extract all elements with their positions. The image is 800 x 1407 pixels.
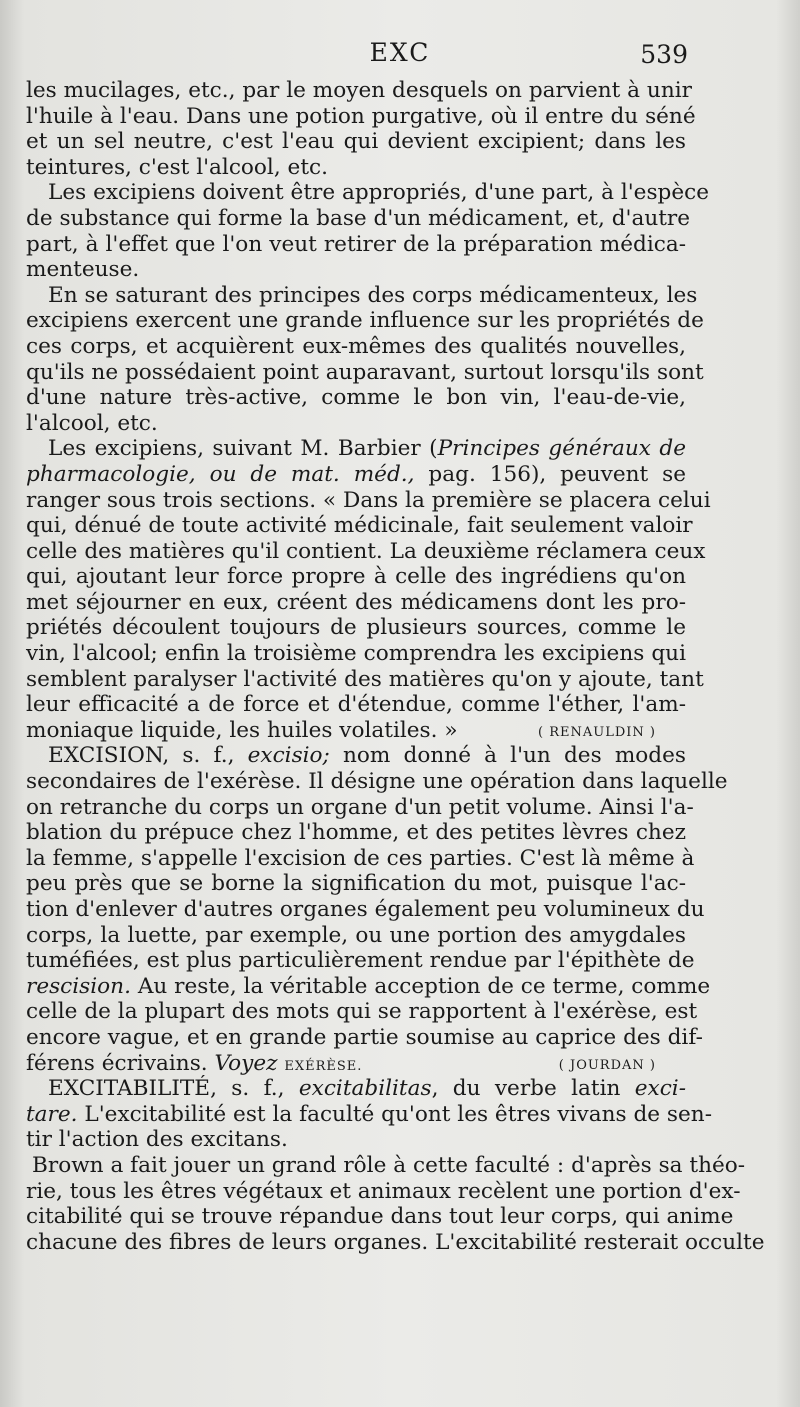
paragraph (26, 1152, 765, 1255)
running-head: EXC (369, 38, 431, 67)
text-run: L'excitabilité est la faculté qu'ont les êtres vivans de sen- (77, 1101, 712, 1127)
text-line: qui, ajoutant leur force propre à celle des ingrédiens qu'on (26, 564, 686, 590)
text-line: En se saturant des principes des corps médicamenteux, les (48, 282, 698, 308)
text-line: chacune des fibres de leurs organes. L'excitabilité resterait occulte (26, 1229, 765, 1255)
text-line (26, 1076, 686, 1102)
text-line: Les excipiens doivent être appropriés, d'une part, à l'espèce (48, 180, 710, 206)
text-line: l'alcool, etc. (26, 410, 158, 436)
text-run: Au reste, la véritable acception de ce terme, comme (130, 973, 711, 999)
citation-title: Principes généraux de (437, 436, 687, 462)
text-line: tion d'enlever d'autres organes également peu volumineux du (26, 897, 705, 922)
text-line: Brown a fait jouer un grand rôle à cette faculté : d'après sa théo- (32, 1152, 746, 1178)
text-line (26, 743, 686, 769)
text-line (26, 718, 686, 744)
text-run: Les excipiens, suivant M. Barbier ( (48, 436, 438, 462)
text-line: vin, l'alcool; enfin la troisième comprendra les excipiens qui (26, 641, 686, 667)
paragraph (26, 180, 710, 283)
text-line: l'huile à l'eau. Dans une potion purgative, où il entre du séné (26, 103, 696, 129)
dictionary-entry (26, 1076, 712, 1153)
paragraph (26, 282, 704, 437)
text-line: celle des matières qu'il contient. La deuxième réclamera ceux (26, 538, 706, 564)
text-line: priétés découlent toujours de plusieurs sources, comme le (26, 615, 686, 641)
body-text (26, 78, 765, 1255)
text-line: corps, la luette, par exemple, ou une portion des amygdales (26, 922, 686, 948)
author-signature: ( RENAULDIN ) (538, 724, 656, 740)
headword: EXCISION (48, 743, 163, 769)
text-line: qu'ils ne possédaient point auparavant, surtout lorsqu'ils sont (26, 359, 704, 385)
cross-reference-label: Voyez (214, 1050, 278, 1076)
text-run: moniaque liquide, les huiles volatiles. » (26, 717, 458, 743)
latin-term: excitabilitas (298, 1076, 432, 1102)
text-line (26, 436, 686, 462)
text-line (26, 973, 711, 1000)
text-line: qui, dénué de toute activité médicinale, fait seulement valoir (26, 513, 693, 539)
text-line: excipiens exercent une grande influence sur les propriétés de (26, 308, 704, 334)
text-run: , s. f., (210, 1076, 299, 1102)
paragraph (26, 78, 696, 180)
text-line: la femme, s'appelle l'excision de ces parties. C'est là même à (26, 845, 695, 871)
text-line: semblent paralyser l'activité des matières qu'on y ajoute, tant (26, 666, 704, 692)
text-line: blation du prépuce chez l'homme, et des petites lèvres chez (26, 820, 686, 846)
text-line: peu près que se borne la signification du mot, puisque l'ac- (26, 871, 686, 897)
text-line: rie, tous les êtres végétaux et animaux recèlent une portion d'ex- (26, 1178, 741, 1204)
author-signature: ( JOURDAN ) (558, 1057, 656, 1073)
text-line: celle de la plupart des mots qui se rapportent à l'exérèse, est (26, 999, 698, 1025)
text-line: teintures, c'est l'alcool, etc. (26, 154, 328, 180)
text-line (26, 462, 686, 488)
headword: EXCITABILITÉ (48, 1076, 211, 1102)
latin-term: excisio; (247, 743, 330, 769)
italic-term: exci- (634, 1076, 686, 1102)
text-line: secondaires de l'exérèse. Il désigne une opération dans laquelle (26, 769, 728, 795)
cross-reference: EXÉRÈSE. (284, 1058, 363, 1074)
text-line (26, 1051, 686, 1077)
text-line: d'une nature très-active, comme le bon vin, l'eau-de-vie, (26, 385, 686, 411)
text-line: de substance qui forme la base d'un médicament, et, d'autre (26, 205, 691, 231)
text-line: tir l'action des excitans. (26, 1127, 288, 1153)
text-run: nom donné à l'un des modes (329, 743, 686, 769)
text-run: férens écrivains. (26, 1050, 215, 1076)
text-line: ranger sous trois sections. « Dans la première se placera celui (26, 487, 711, 513)
page-number: 539 (640, 40, 688, 69)
text-line (26, 1101, 712, 1128)
text-run: pag. 156), peuvent se (414, 461, 686, 487)
text-run: , s. f., (162, 743, 248, 769)
italic-term: tare. (26, 1101, 78, 1127)
text-line: les mucilages, etc., par le moyen desquels on parvient à unir (26, 78, 692, 103)
text-line: part, à l'effet que l'on veut retirer de la préparation médica- (26, 231, 686, 257)
italic-term: rescision. (26, 973, 131, 999)
text-line: on retranche du corps un organe d'un petit volume. Ainsi l'a- (26, 794, 694, 820)
text-line: tuméfiées, est plus particulièrement rendue par l'épithète de (26, 948, 695, 974)
paragraph (26, 436, 711, 743)
page-header (0, 38, 800, 78)
dictionary-entry (26, 743, 728, 1076)
text-line: et un sel neutre, c'est l'eau qui devient excipient; dans les (26, 129, 686, 155)
text-run: , du verbe latin (431, 1076, 635, 1102)
citation-title: pharmacologie, ou de mat. méd., (26, 461, 415, 487)
text-line: citabilité qui se trouve répandue dans tout leur corps, qui anime (26, 1204, 734, 1230)
text-line: encore vague, et en grande partie soumise au caprice des dif- (26, 1024, 703, 1050)
text-line: met séjourner en eux, créent des médicamens dont les pro- (26, 589, 686, 615)
text-line: menteuse. (26, 257, 140, 283)
text-line: leur efficacité a de force et d'étendue, comme l'éther, l'am- (26, 692, 686, 718)
text-line: ces corps, et acquièrent eux-mêmes des qualités nouvelles, (26, 333, 686, 359)
